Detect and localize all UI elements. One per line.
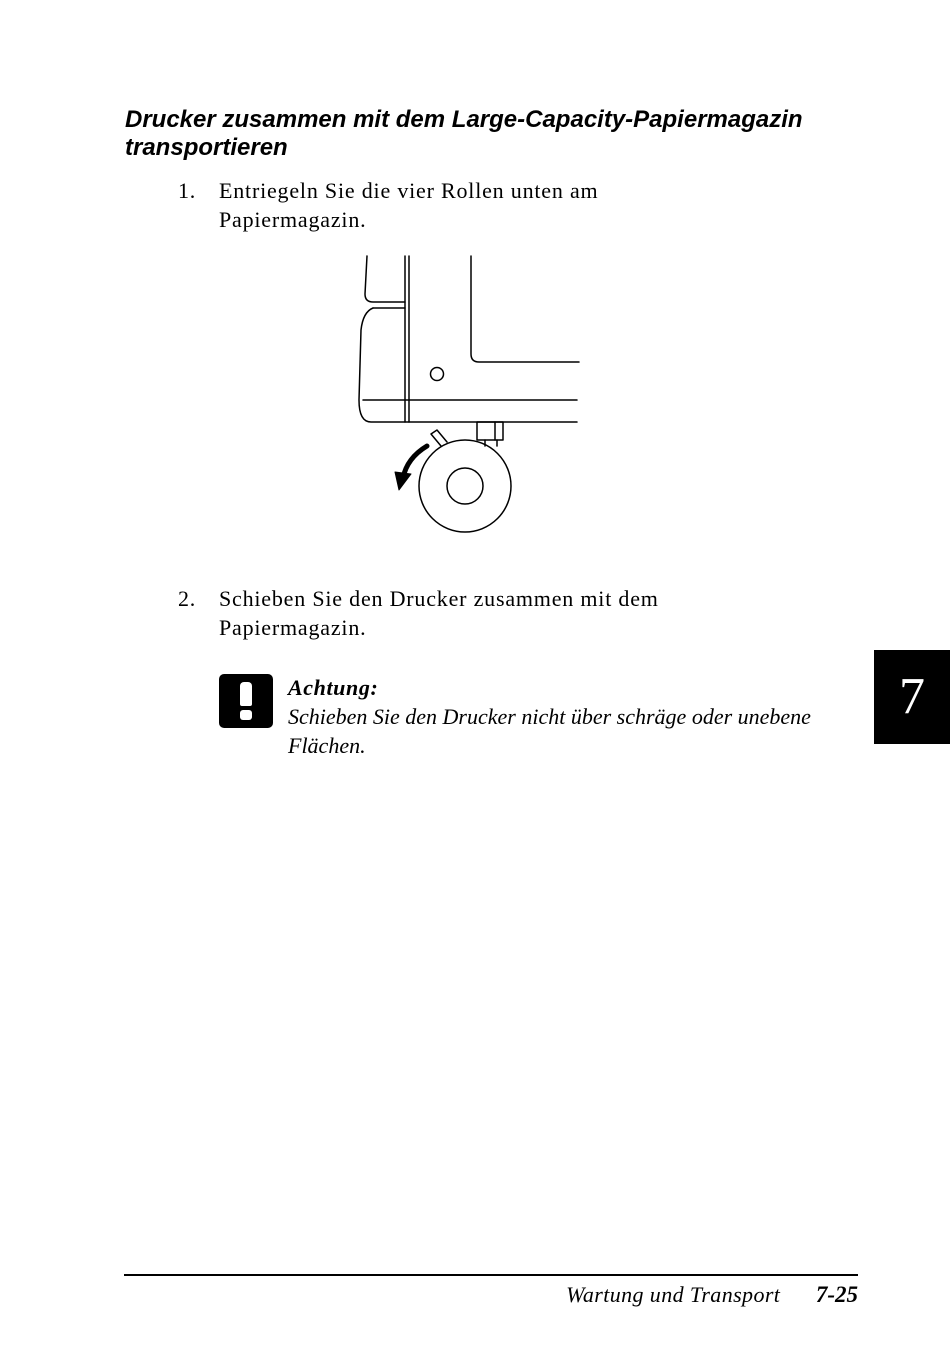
screw-hole <box>431 368 444 381</box>
caster-hub <box>447 468 483 504</box>
cabinet-front <box>359 308 577 422</box>
chapter-tab: 7 <box>874 650 950 744</box>
footer-section-title: Wartung und Transport <box>566 1282 781 1307</box>
step-text: Schieben Sie den Drucker zusammen mit dem Papiermagazin. <box>219 586 659 640</box>
caster-unlock-illustration <box>345 250 585 540</box>
caution-note <box>288 673 868 760</box>
step-number: 2. <box>178 586 197 611</box>
step-1 <box>178 176 739 234</box>
arrow-head <box>395 472 411 490</box>
inner-panel <box>471 256 579 362</box>
page-footer <box>566 1280 858 1310</box>
step-2 <box>178 584 739 642</box>
lock-lever <box>431 430 447 446</box>
section-heading: Drucker zusammen mit dem Large-Capacity-Papiermagazin transportieren <box>125 106 803 161</box>
cabinet-outline <box>365 256 405 302</box>
caution-title: Achtung: <box>288 675 379 700</box>
caster-wheel <box>419 440 511 532</box>
page-number: 7-25 <box>815 1282 858 1307</box>
step-number: 1. <box>178 178 197 203</box>
footer-rule <box>124 1274 858 1276</box>
caster-mount <box>477 422 503 440</box>
exclamation-icon <box>219 674 273 728</box>
step-text: Entriegeln Sie die vier Rollen unten am Papiermagazin. <box>219 178 599 232</box>
caution-text: Schieben Sie den Drucker nicht über schräge oder unebene Flächen. <box>288 704 811 758</box>
